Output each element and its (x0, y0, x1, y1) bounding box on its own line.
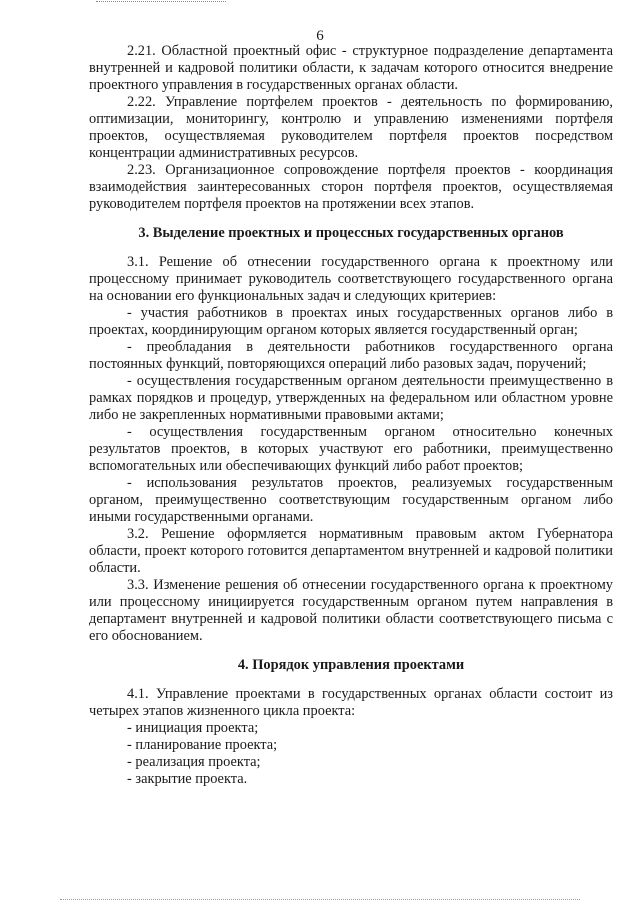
criteria-item: - участия работников в проектах иных государственных органов либо в проектах, координирующим органом которых является государственный орган; (89, 305, 613, 338)
section-3-heading: 3. Выделение проектных и процессных государственных органов (138, 225, 564, 241)
paragraph-3-3: 3.3. Изменение решения об отнесении государственного органа к проектному или процессному инициируется государственным органом путем направления в департамент внутренней и кадровой политики области соответствующего письма с его обоснованием. (89, 577, 613, 644)
page-number: 6 (316, 28, 324, 44)
paragraph-3-1: 3.1. Решение об отнесении государственного органа к проектному или процессному принимает руководитель соответствующего государственного органа на основании его функциональных задач и следующих критериев: (89, 254, 613, 304)
scan-artifact-bottom (60, 899, 580, 901)
scan-artifact-top (96, 1, 226, 3)
stage-item: - планирование проекта; (127, 737, 278, 753)
stage-item: - закрытие проекта. (127, 771, 248, 787)
paragraph-3-2: 3.2. Решение оформляется нормативным правовым актом Губернатора области, проект которого готовится департаментом внутренней и кадровой политики области. (89, 526, 613, 576)
paragraph-2-23: 2.23. Организационное сопровождение портфеля проектов - координация взаимодействия заинтересованных сторон портфеля проектов, осуществляемая руководителем портфеля проектов на протяжении всех этапов. (89, 162, 613, 212)
criteria-item: - осуществления государственным органом относительно конечных результатов проектов, в которых участвуют его работники, преимущественно вспомогательных или обеспечивающих функций либо работ проектов; (89, 424, 613, 474)
criteria-item: - использования результатов проектов, реализуемых государственным органом, преимущественно соответствующим государственным органом либо иными государственными органами. (89, 475, 613, 525)
paragraph-2-22: 2.22. Управление портфелем проектов - деятельность по формированию, оптимизации, мониторингу, контролю и управлению изменениями портфеля проектов, осуществляемая руководителем портфеля проектов посредством концентрации административных ресурсов. (89, 94, 613, 161)
paragraph-2-21: 2.21. Областной проектный офис - структурное подразделение департамента внутренней и кадровой политики области, к задачам которого относится внедрение проектного управления в государственных органах области. (89, 43, 613, 93)
criteria-item: - преобладания в деятельности работников государственного органа постоянных функций, повторяющихся операций либо разовых задач, поручений; (89, 339, 613, 372)
stage-item: - инициация проекта; (127, 720, 259, 736)
section-4-heading: 4. Порядок управления проектами (237, 657, 465, 673)
document-body (89, 43, 613, 788)
criteria-item: - осуществления государственным органом деятельности преимущественно в рамках порядков и процедур, утвержденных на федеральном или областном уровне либо не закрепленных нормативными правовыми актами; (89, 373, 613, 423)
stage-item: - реализация проекта; (127, 754, 261, 770)
paragraph-4-1: 4.1. Управление проектами в государственных органах области состоит из четырех этапов жизненного цикла проекта: (89, 686, 613, 719)
